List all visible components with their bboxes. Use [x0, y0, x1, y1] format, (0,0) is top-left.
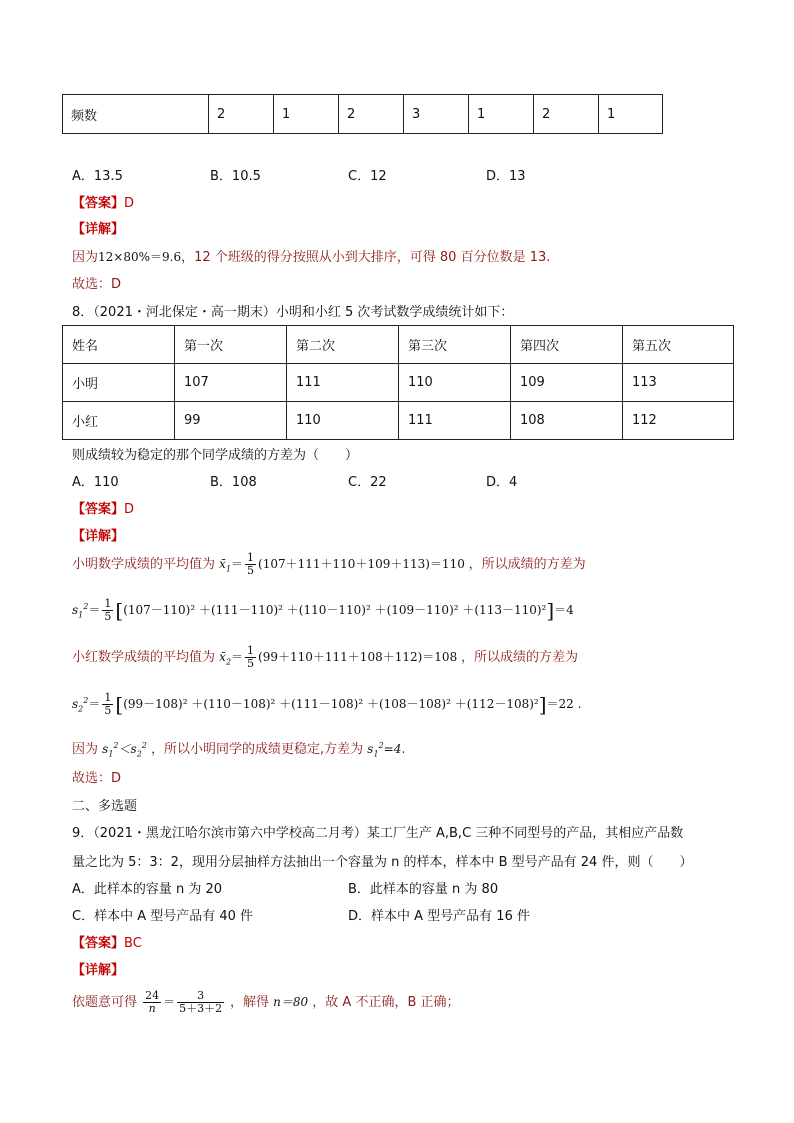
explain-post: ，所以成绩的方差为: [461, 650, 579, 665]
explain-pre: 因为: [72, 742, 99, 757]
table-cell: 113: [623, 364, 734, 402]
answer-value: D: [124, 502, 135, 517]
table-cell: 110: [399, 364, 511, 402]
conclusion: 故选：D: [72, 277, 122, 292]
answer-line: [72, 932, 142, 951]
variance-line-xiaoming: $s_1^2=$ $\frac{1}{5}$ [(107－110)² ＋(111－110)² ＋(110－110)² ＋(109－110)² ＋(113－110)²]＝4: [72, 597, 574, 623]
table-header-cell: 第一次: [175, 326, 287, 364]
explain-post: ，所以成绩的方差为: [468, 557, 586, 572]
comparison-line: [72, 738, 406, 758]
question-title: 8．（2021・河北保定・高一期末）小明和小红 5 次考试数学成绩统计如下：: [72, 305, 514, 320]
option-d: D．样本中 A 型号产品有 16 件: [348, 909, 530, 924]
question-title: 9．（2021・黑龙江哈尔滨市第六中学校高二月考）某工厂生产 A,B,C 三种不同型号的产品，其相应产品数: [72, 826, 684, 841]
mean-line-xiaoming: [72, 552, 586, 577]
math-expr: n＝80: [273, 995, 309, 1009]
table-cell: 109: [511, 364, 623, 402]
answer-tag: 【答案】: [72, 502, 125, 517]
table-cell: 小明: [63, 364, 175, 402]
option-c: C．样本中 A 型号产品有 40 件: [72, 909, 254, 924]
variance-line-xiaohong: $s_2^2=$ $\frac{1}{5}$ [(99－108)² ＋(110－108)² ＋(111－108)² ＋(108－108)² ＋(112－108)²]＝22 .: [72, 691, 582, 717]
option-d: D．4: [486, 475, 518, 490]
explain-pre: 因为: [72, 250, 99, 265]
table-header-cell: 姓名: [63, 326, 175, 364]
option-a: A．此样本的容量 n 为 20: [72, 882, 223, 897]
option-c: C．22: [348, 475, 387, 490]
table-cell: 107: [175, 364, 287, 402]
table-row: [63, 364, 734, 402]
explain-mid: ，所以小明同学的成绩更稳定,方差为: [151, 742, 364, 757]
inequality: $s_1^2<s_2^2$: [102, 741, 147, 759]
score-table: [62, 325, 734, 440]
variance-result: ＝4: [554, 603, 574, 617]
answer-tag: 【答案】: [72, 196, 125, 211]
ratio-equation: $\frac{24}{n}$ ＝ $\frac{3}{5+3+2}$: [145, 989, 223, 1015]
explain-post: ，12 个班级的得分按照从小到大排序，可得 80 百分位数是 13.: [181, 250, 551, 265]
math-expr: 12×80%＝9.6: [98, 250, 182, 264]
mean-symbol: $x̄_1$: [219, 557, 232, 574]
section-heading: 二、多选题: [72, 799, 138, 814]
answer-tag: 【答案】: [72, 936, 125, 951]
fraction: $\frac{1}{5}$: [247, 644, 255, 670]
option-b: B．108: [210, 475, 257, 490]
sum-expr: (99＋110＋111＋108＋112)＝108: [258, 650, 458, 664]
explain-pre: 依题意可得: [72, 995, 138, 1010]
fraction: $\frac{1}{5}$: [247, 551, 255, 577]
table-row: [63, 95, 663, 134]
table-cell: 频数: [63, 95, 209, 134]
question-title-continued: 量之比为 5：3：2，现用分层抽样方法抽出一个容量为 n 的样本，样本中 B 型号产品有 24 件，则（ ）: [72, 855, 693, 870]
table-cell: 112: [623, 402, 734, 440]
table-header-row: [63, 326, 734, 364]
mean-line-xiaohong: [72, 645, 578, 670]
fraction: $\frac{3}{5+3+2}$: [179, 989, 223, 1015]
variance-expr: (99－108)² ＋(110－108)² ＋(111－108)² ＋(108－108)² ＋(112－108)²: [123, 697, 539, 711]
table-cell: 108: [511, 402, 623, 440]
table-cell: 1: [599, 95, 663, 134]
table-row: [63, 402, 734, 440]
math-expr: $x̄_1=$ $\frac{1}{5}$ (107＋111＋110＋109＋113)＝110: [219, 551, 465, 577]
table-header-cell: 第二次: [287, 326, 399, 364]
variance-symbol: $s_2^2$: [72, 696, 89, 714]
fraction: $\frac{1}{5}$: [104, 597, 112, 623]
explain-mid: ，解得: [230, 995, 270, 1010]
table-cell: 2: [209, 95, 274, 134]
table-header-cell: 第四次: [511, 326, 623, 364]
mean-symbol: $x̄_2$: [219, 650, 232, 667]
explain-pre: 小红数学成绩的平均值为: [72, 650, 216, 665]
table-cell: 1: [274, 95, 339, 134]
frequency-table: [62, 94, 663, 134]
option-d: D．13: [486, 169, 526, 184]
option-a: A．13.5: [72, 169, 123, 184]
answer-value: D: [124, 196, 135, 211]
variance-symbol: $s_1^2$: [72, 602, 89, 620]
math-expr: $x̄_2=$ $\frac{1}{5}$ (99＋110＋111＋108＋112)＝108: [219, 644, 458, 670]
variance-value: $s_1^2=4$: [367, 741, 402, 759]
table-cell: 小红: [63, 402, 175, 440]
answer-line: [72, 192, 134, 211]
explain-tag: 【详解】: [72, 222, 125, 237]
explain-tag: 【详解】: [72, 963, 125, 978]
fraction: $\frac{24}{n}$: [145, 989, 160, 1015]
explain-line: [72, 246, 550, 265]
option-a: A．110: [72, 475, 119, 490]
table-cell: 110: [287, 402, 399, 440]
option-b: B．此样本的容量 n 为 80: [348, 882, 499, 897]
explain-line: [72, 990, 460, 1015]
table-cell: 111: [399, 402, 511, 440]
option-c: C．12: [348, 169, 387, 184]
answer-value: BC: [124, 936, 142, 951]
table-cell: 3: [404, 95, 469, 134]
sum-expr: (107＋111＋110＋109＋113)＝110: [258, 557, 465, 571]
table-header-cell: 第五次: [623, 326, 734, 364]
variance-result: ＝22 .: [546, 697, 582, 711]
table-cell: 2: [534, 95, 599, 134]
question-text: 则成绩较为稳定的那个同学成绩的方差为（ ）: [72, 448, 359, 463]
answer-line: [72, 498, 134, 517]
explain-post: .: [401, 742, 406, 757]
conclusion: 故选：D: [72, 771, 122, 786]
explain-post: ，故 A 不正确，B 正确；: [312, 995, 460, 1010]
explain-pre: 小明数学成绩的平均值为: [72, 557, 216, 572]
option-b: B．10.5: [210, 169, 261, 184]
table-cell: 1: [469, 95, 534, 134]
fraction: $\frac{1}{5}$: [104, 691, 112, 717]
table-cell: 111: [287, 364, 399, 402]
table-cell: 2: [339, 95, 404, 134]
table-cell: 99: [175, 402, 287, 440]
table-header-cell: 第三次: [399, 326, 511, 364]
variance-expr: (107－110)² ＋(111－110)² ＋(110－110)² ＋(109－110)² ＋(113－110)²: [123, 603, 547, 617]
explain-tag: 【详解】: [72, 529, 125, 544]
